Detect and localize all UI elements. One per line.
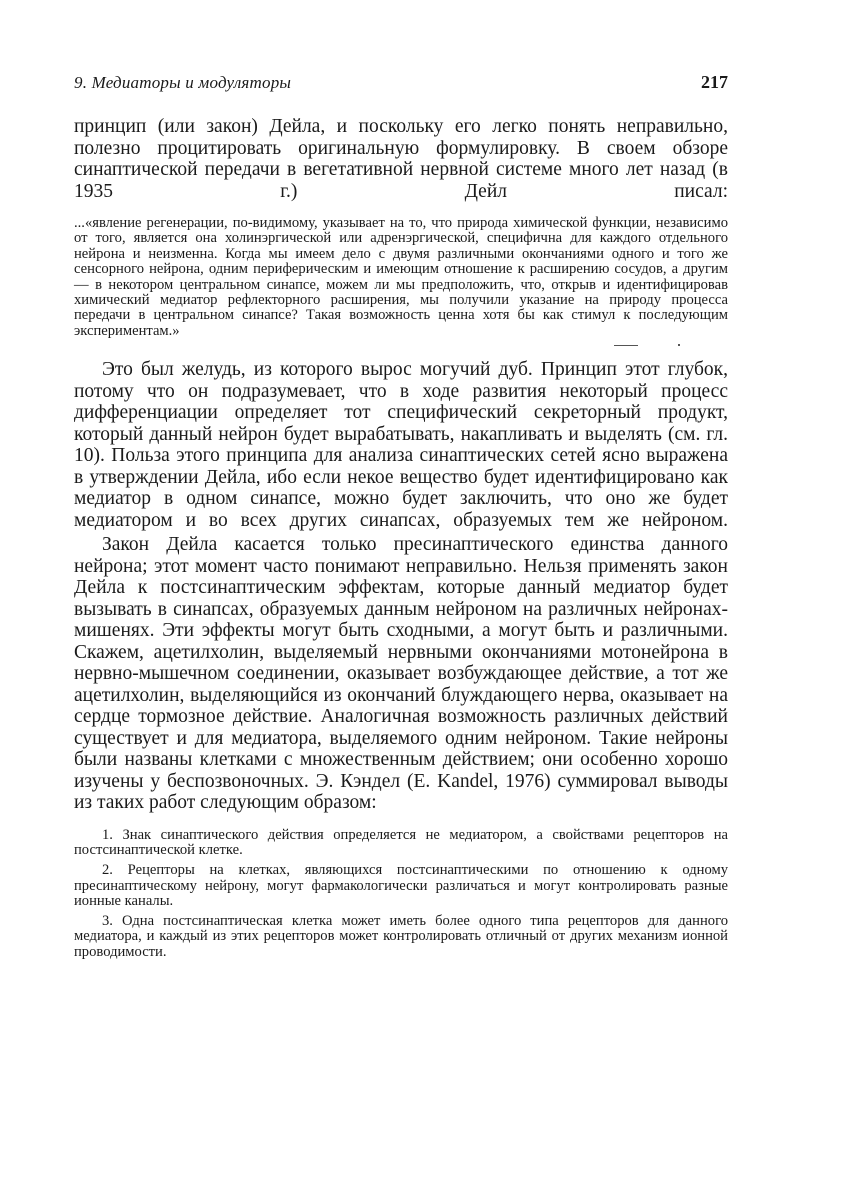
intro-paragraph: принцип (или закон) Дейла, и поскольку его легко понять неправильно, полезно процитировать оригинальную формулировку. В своем обзоре синаптической передачи в вегетативной нервной системе много лет назад (в 1935 г.) Дейл писал: [74,116,728,202]
paragraph-acorn: Это был желудь, из которого вырос могучий дуб. Принцип этот глубок, потому что он подразумевает, что в ходе развития некоторый процесс дифференциации определяет тот специфический секреторный продукт, который данный нейрон будет вырабатывать, накапливать и выделять (см. гл. 10). Польза этого принципа для анализа синаптических сетей ясно выражена в утверждении Дейла, ибо если некое вещество будет идентифицировано как медиатор в одном синапсе, можно будет заключить, что оно же будет медиатором и во всех других синапсах, образуемых тем же нейроном. [74,359,728,531]
quote-end-rule [74,339,728,355]
dale-quote: ...«явление регенерации, по-видимому, указывает на то, что природа химической функции, независимо от того, является она холинэргической или адренэргической, специфична для каждого отдельного нейрона и неизменна. Когда мы имеем дело с двумя различными окончаниями одного и того же сенсорного нейрона, одним периферическим и имеющим отношение к расширению сосудов, а другим — в некотором центральном синапсе, можем ли мы предположить, что, открыв и идентифицировав химический медиатор рефлекторного расширения, мы получили указание на природу процесса передачи в центральном синапсе? Такая возможность ценна хотя бы как стимул к последующим экспериментам.» [74,215,728,339]
book-page [74,72,728,961]
list-item: 1. Знак синаптического действия определяется не медиатором, а свойствами рецепторов на постсинаптической клетке. [74,826,728,859]
running-head [74,72,728,102]
chapter-title: 9. Медиаторы и модуляторы [74,73,292,92]
list-item: 3. Одна постсинаптическая клетка может иметь более одного типа рецепторов для данного медиатора, и каждый из этих рецепторов может контролировать отличный от других механизм ионной проводимости. [74,912,728,960]
page-number: 217 [701,72,728,92]
paragraph-dale-law: Закон Дейла касается только пресинаптического единства данного нейрона; этот момент часто понимают неправильно. Нельзя применять закон Дейла к постсинаптическим эффектам, которые данный медиатор будет вызывать в синапсах, образуемых данным нейроном на различных нейронах-мишенях. Эти эффекты могут быть сходными, а могут быть и различными. Скажем, ацетилхолин, выделяемый нервными окончаниями мотонейрона в нервно-мышечном соединении, оказывает возбуждающее действие, а тот же ацетилхолин, выделяющийся из окончаний блуждающего нерва, оказывает на сердце тормозное действие. Аналогичная возможность различных действий существует и для медиатора, выделяемого одним нейроном. Такие нейроны были названы клетками с множественным действием; они особенно хорошо изучены у беспозвоночных. Э. Кэндел (E. Kandel, 1976) суммировал выводы из таких работ следующим образом: [74,534,728,814]
kandel-conclusions-list [74,828,728,961]
list-item: 2. Рецепторы на клетках, являющихся постсинаптическими по отношению к одному пресинаптическому нейрону, могут фармакологически различаться и могут контролировать разные ионные каналы. [74,861,728,910]
main-text [74,359,728,814]
